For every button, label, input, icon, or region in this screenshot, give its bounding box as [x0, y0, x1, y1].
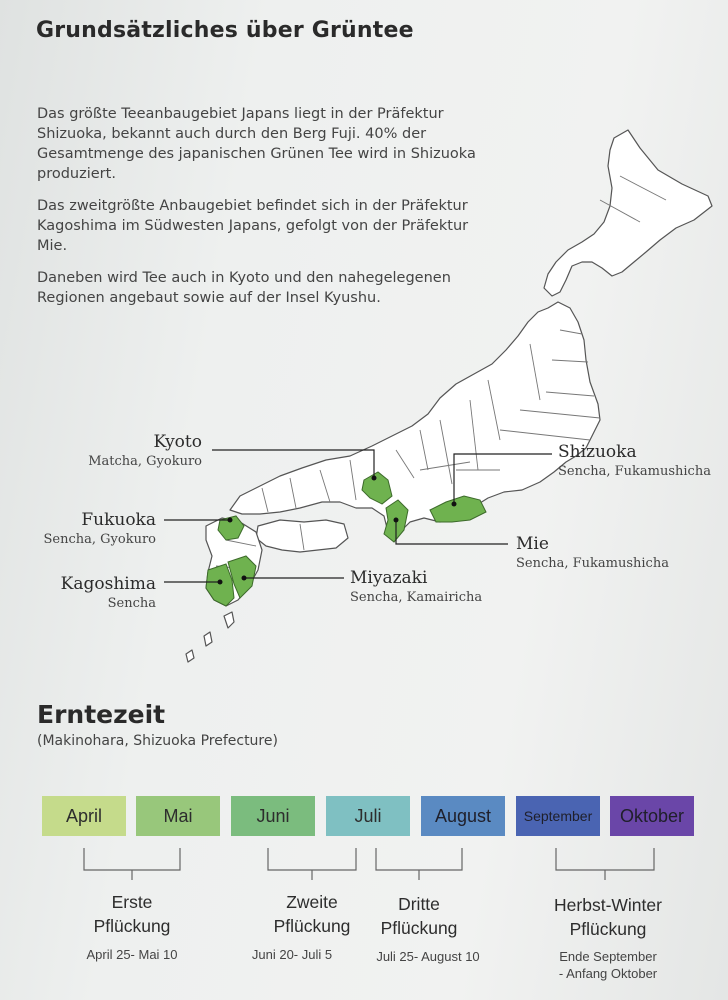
month-may: Mai: [136, 796, 220, 836]
bracket-first: [84, 848, 180, 880]
region-teas: Sencha: [107, 596, 156, 611]
harvest-title: Erntezeit: [37, 700, 166, 729]
paragraph-kagoshima: Das zweitgrößte Anbaugebiet befindet sich in der Präfektur Kagoshima im Südwesten Japans, gefolgt von der Präfektur Mie.: [37, 198, 469, 254]
region-name: Shizuoka: [558, 442, 637, 462]
label-mie: [516, 534, 686, 571]
month-july: Juli: [326, 796, 410, 836]
picking-second-label: Zweite Pflückung: [273, 892, 351, 936]
region-name: Miyazaki: [350, 568, 428, 588]
honshu-island: [230, 302, 600, 534]
paragraph-kyoto-kyushu: Daneben wird Tee auch in Kyoto und den nahegelegenen Regionen angebaut sowie auf der Insel Kyushu.: [37, 270, 451, 306]
bracket-third: [376, 848, 462, 880]
region-teas: Sencha, Kamairicha: [350, 590, 483, 605]
region-teas: Sencha, Gyokuro: [43, 532, 156, 547]
region-teas: Sencha, Fukamushicha: [558, 464, 711, 479]
paragraph-shizuoka: Das größte Teeanbaugebiet Japans liegt in der Präfektur Shizuoka, bekannt auch durch den Berg Fuji. 40% der Gesamtmenge des japanischen Grünen Tee wird in Shizuoka produziert.: [37, 106, 476, 182]
month-september: September: [516, 796, 600, 836]
southern-island: [224, 612, 234, 628]
picking-first-dates: April 25- Mai 10: [86, 947, 178, 962]
region-teas: Sencha, Fukamushicha: [516, 556, 669, 571]
label-kagoshima: [14, 574, 156, 611]
label-fukuoka: [14, 510, 156, 547]
picking-third-dates: Juli 25- August 10: [376, 949, 480, 964]
month-august: August: [421, 796, 505, 836]
picking-brackets: [0, 840, 728, 880]
region-name: Kagoshima: [60, 574, 156, 594]
region-name: Mie: [516, 534, 549, 554]
label-miyazaki: [350, 568, 510, 605]
picking-fourth-label: Herbst-Winter Pflückung: [554, 895, 662, 939]
region-name: Kyoto: [153, 432, 202, 452]
southern-island: [186, 650, 194, 662]
region-teas: Matcha, Gyokuro: [88, 454, 202, 469]
hokkaido-island: [544, 130, 712, 296]
month-april: April: [42, 796, 126, 836]
label-kyoto: [60, 432, 202, 469]
month-june: Juni: [231, 796, 315, 836]
page-title: Grundsätzliches über Grüntee: [36, 18, 414, 43]
picking-third-label: Dritte Pflückung: [380, 894, 458, 938]
region-name: Fukuoka: [81, 510, 156, 530]
southern-island: [204, 632, 212, 646]
bracket-fourth: [556, 848, 654, 880]
month-october: Oktober: [610, 796, 694, 836]
label-shizuoka: [558, 442, 726, 479]
picking-fourth-dates: Ende September - Anfang Oktober: [558, 949, 658, 981]
picking-second-dates: Juni 20- Juli 5: [251, 947, 333, 962]
leader-mie: [396, 520, 508, 544]
picking-first-label: Erste Pflückung: [93, 892, 171, 936]
bracket-second: [268, 848, 356, 880]
harvest-subtitle: (Makinohara, Shizuoka Prefecture): [37, 733, 278, 749]
